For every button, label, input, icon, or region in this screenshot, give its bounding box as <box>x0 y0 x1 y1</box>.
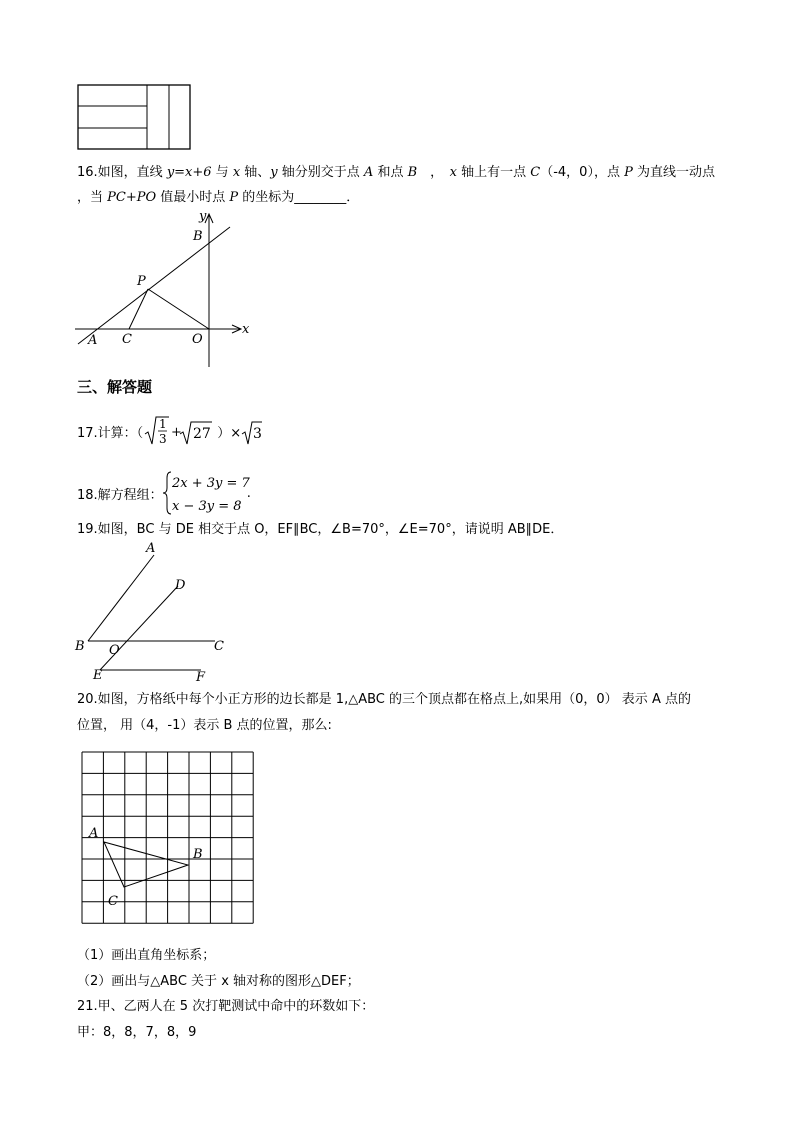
q16-line1: 16.如图，直线 y=x+6 与 x 轴、y 轴分别交于点 A 和点 B ， x 轴上有一点 C（-4，0），点 P 为直线一动点 <box>77 165 715 180</box>
label-p: P <box>137 274 146 289</box>
svg-text:x − 3y = 8: x − 3y = 8 <box>171 499 242 514</box>
q18-system <box>163 470 253 516</box>
line-ab <box>78 227 230 344</box>
label-b: B <box>193 229 203 244</box>
label-a: A <box>146 541 156 556</box>
q19-text: 19.如图，BC 与 DE 相交于点 O，EF∥BC，∠B=70°，∠E=70°，请说明 AB∥DE． <box>77 522 564 537</box>
q20-sub2: （2）画出与△ABC 关于 x 轴对称的图形△DEF； <box>77 974 360 989</box>
label-o: O <box>192 332 203 347</box>
q16-figure <box>70 205 260 370</box>
q20-line2: 位置， 用（4，-1）表示 B 点的位置，那么: <box>77 718 332 733</box>
svg-text:27: 27 <box>193 426 212 442</box>
label-x: x <box>242 322 250 337</box>
label-f: F <box>196 670 206 685</box>
q21-line2: 甲：8，8，7，8，9 <box>77 1025 197 1040</box>
label-y: y <box>199 209 207 224</box>
segment-po <box>148 289 209 329</box>
svg-text:3: 3 <box>159 432 167 446</box>
q17: 17.计算：（ 1 3 + 27 ）× 3 <box>77 414 263 448</box>
label-c: C <box>108 894 118 909</box>
label-a: A <box>88 333 98 348</box>
q19-figure <box>72 540 232 685</box>
label-b: B <box>75 639 85 654</box>
q20-grid-figure <box>72 745 262 940</box>
section-heading: 三、解答题 <box>77 378 153 396</box>
segment-pc <box>129 289 148 329</box>
label-c: C <box>214 639 224 654</box>
svg-text:1: 1 <box>159 417 167 431</box>
q20-sub1: （1）画出直角坐标系； <box>77 948 216 963</box>
svg-text:+: + <box>171 425 183 440</box>
q18: 18.解方程组： 2x + 3y = 7 x − 3y = 8 . <box>77 469 251 517</box>
segment-ab <box>88 555 154 641</box>
q17-sqrt3 <box>241 414 263 448</box>
q16-line2: ，当 PC+PO 值最小时点 P 的坐标为________． <box>77 190 360 205</box>
svg-text:2x + 3y = 7: 2x + 3y = 7 <box>171 476 250 491</box>
label-a: A <box>89 826 99 841</box>
svg-text:3: 3 <box>253 426 263 442</box>
q21-line1: 21.甲、乙两人在 5 次打靶测试中命中的环数如下： <box>77 999 375 1014</box>
prev-question-figure <box>77 84 192 151</box>
label-d: D <box>175 578 186 593</box>
label-b: B <box>193 847 203 862</box>
label-c: C <box>122 332 132 347</box>
label-o: O <box>109 643 120 658</box>
label-e: E <box>93 668 103 683</box>
q20-line1: 20.如图，方格纸中每个小正方形的边长都是 1,△ABC 的三个顶点都在格点上,如果用（0，0） 表示 A 点的 <box>77 692 691 707</box>
